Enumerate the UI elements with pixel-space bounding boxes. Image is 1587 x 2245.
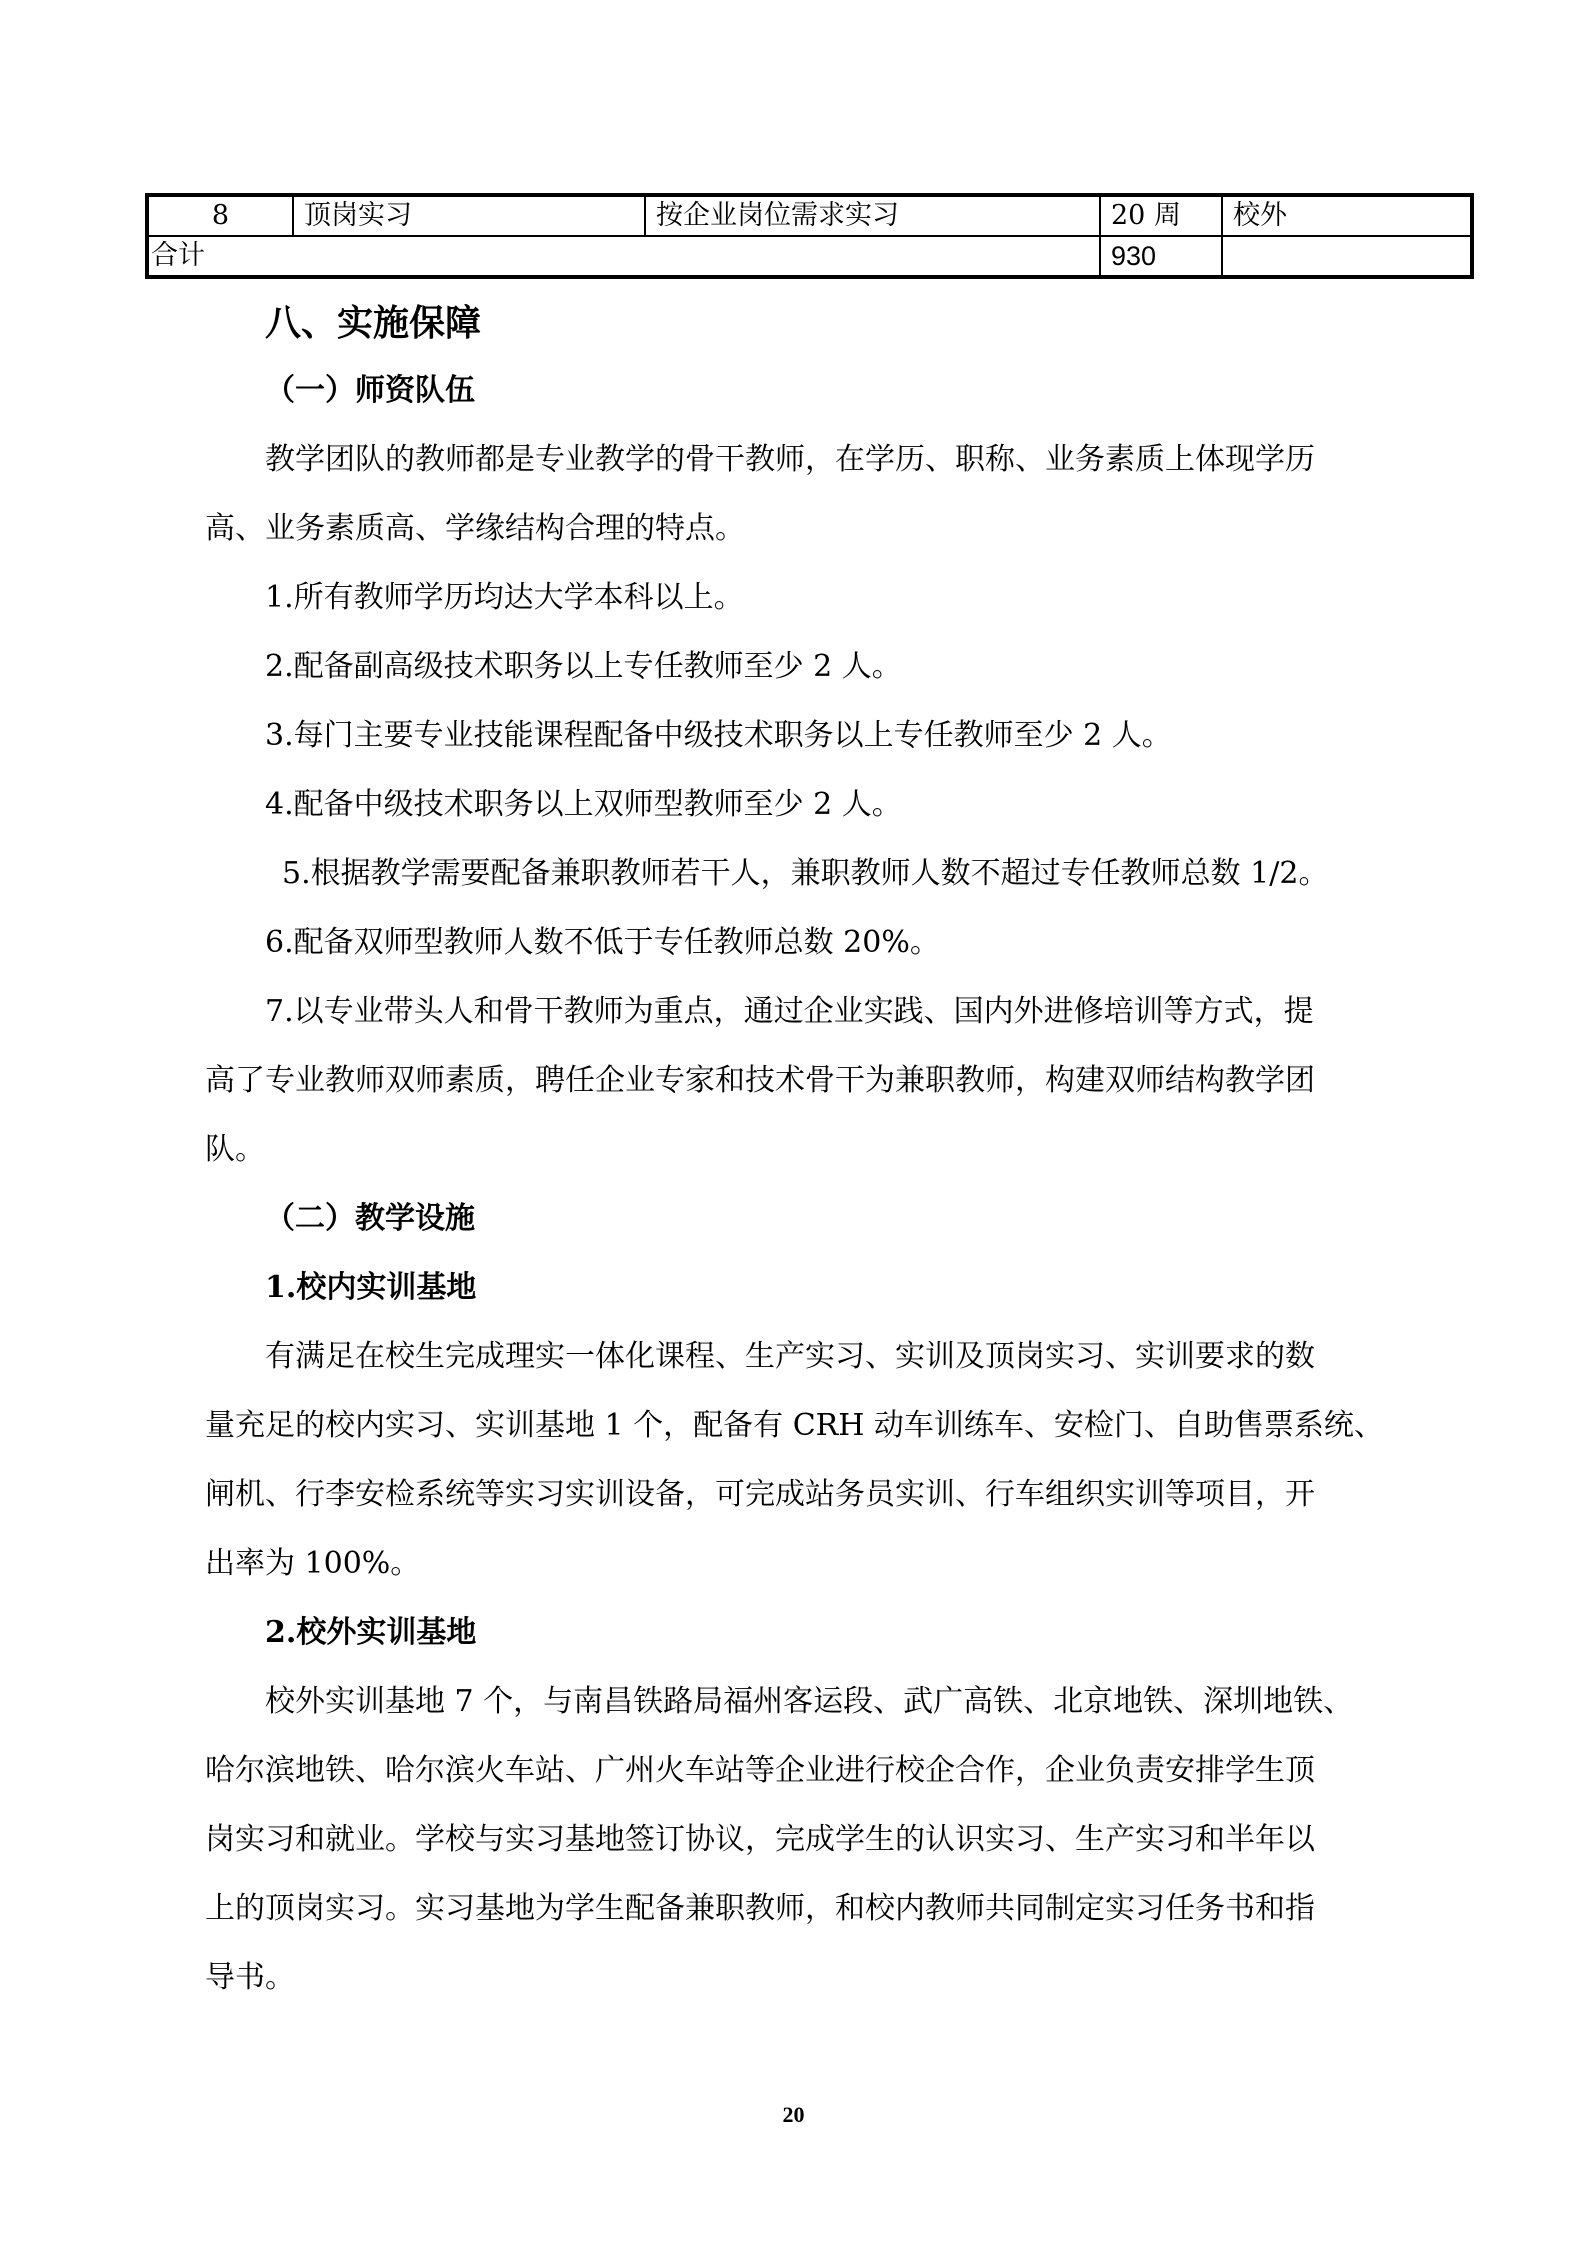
faculty-intro-line-2: 高、业务素质高、学缘结构合理的特点。 — [205, 511, 745, 546]
faculty-item-1: 1.所有教师学历均达大学本科以上。 — [265, 580, 744, 615]
internal-base-line-4: 出率为 100%。 — [205, 1546, 421, 1581]
external-base-line-2: 哈尔滨地铁、哈尔滨火车站、广州火车站等企业进行校企合作，企业负责安排学生顶 — [205, 1753, 1315, 1788]
total-label-cell: 合计 — [147, 236, 1100, 277]
faculty-item-7-line-3: 队。 — [205, 1132, 265, 1167]
external-base-line-3: 岗实习和就业。学校与实习基地签订协议，完成学生的认识实习、生产实习和半年以 — [205, 1822, 1315, 1857]
internal-base-line-1: 有满足在校生完成理实一体化课程、生产实习、实训及顶岗实习、实训要求的数 — [265, 1339, 1315, 1374]
faculty-item-2: 2.配备副高级技术职务以上专任教师至少 2 人。 — [265, 649, 902, 684]
section-title: 八、实施保障 — [265, 302, 482, 344]
total-place-cell — [1222, 236, 1472, 277]
total-duration-cell: 930 — [1100, 236, 1222, 277]
faculty-item-7-line-1: 7.以专业带头人和骨干教师为重点，通过企业实践、国内外进修培训等方式，提 — [265, 994, 1314, 1029]
external-base-title: 2.校外实训基地 — [265, 1615, 477, 1650]
course-name-cell: 顶岗实习 — [293, 195, 645, 236]
curriculum-table — [145, 193, 1474, 279]
faculty-item-6: 6.配备双师型教师人数不低于专任教师总数 20%。 — [265, 925, 940, 960]
faculty-item-4: 4.配备中级技术职务以上双师型教师至少 2 人。 — [265, 787, 902, 822]
duration-cell: 20 周 — [1100, 195, 1222, 236]
faculty-item-5: 5.根据教学需要配备兼职教师若干人，兼职教师人数不超过专任教师总数 1/2。 — [282, 856, 1329, 891]
external-base-line-4: 上的顶岗实习。实习基地为学生配备兼职教师，和校内教师共同制定实习任务书和指 — [205, 1891, 1315, 1926]
external-base-line-5: 导书。 — [205, 1960, 295, 1995]
faculty-item-3: 3.每门主要专业技能课程配备中级技术职务以上专任教师至少 2 人。 — [265, 718, 1172, 753]
table-row — [147, 195, 1472, 236]
internal-base-line-3: 闸机、行李安检系统等实习实训设备，可完成站务员实训、行车组织实训等项目，开 — [205, 1477, 1315, 1512]
table-total-row — [147, 236, 1472, 277]
faculty-intro-line-1: 教学团队的教师都是专业教学的骨干教师，在学历、职称、业务素质上体现学历 — [265, 442, 1315, 477]
place-cell: 校外 — [1222, 195, 1472, 236]
page-number: 20 — [782, 2102, 805, 2127]
faculty-item-7-line-2: 高了专业教师双师素质，聘任企业专家和技术骨干为兼职教师，构建双师结构教学团 — [205, 1063, 1315, 1098]
row-number-cell: 8 — [147, 195, 293, 236]
course-content-cell: 按企业岗位需求实习 — [645, 195, 1100, 236]
subsection-title-facilities: （二）教学设施 — [265, 1201, 475, 1236]
internal-base-title: 1.校内实训基地 — [265, 1270, 477, 1305]
external-base-line-1: 校外实训基地 7 个，与南昌铁路局福州客运段、武广高铁、北京地铁、深圳地铁、 — [265, 1684, 1354, 1719]
subsection-title-faculty: （一）师资队伍 — [265, 373, 475, 408]
internal-base-line-2: 量充足的校内实习、实训基地 1 个，配备有 CRH 动车训练车、安检门、自助售票系统、 — [205, 1408, 1384, 1443]
